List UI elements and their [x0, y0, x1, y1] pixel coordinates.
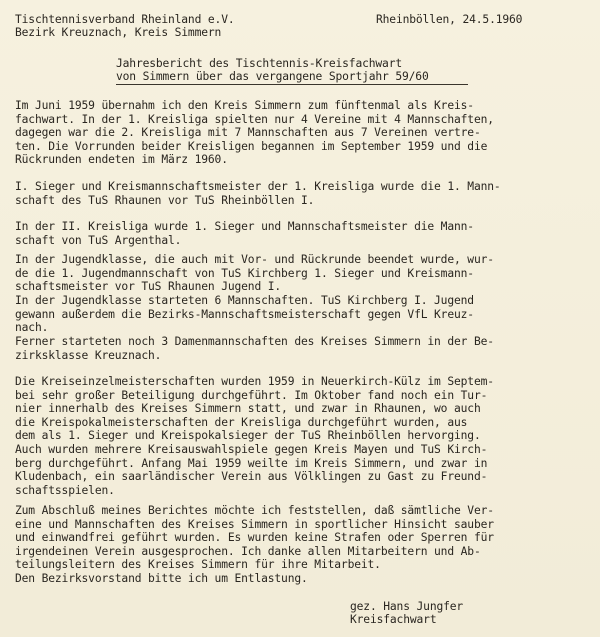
signature-name: gez. Hans Jungfer [350, 600, 464, 613]
paragraph: Die Kreiseinzelmeisterschaften wurden 1959 in Neuerkirch-Külz im Septem- bei sehr großer Beteiligung durchgeführt. Im Oktober fand noch ein Tur- nier innerhalb des Kreises Simmern statt, und zwar in Rhaunen, wo auch die Kreispokalmeisterschaften der Kreisliga durchgeführt wurden, aus dem als 1. Sieger und Kreispokalsieger der TuS Rheinböllen hervorging. [15, 375, 494, 443]
paragraph: In der Jugendklasse starteten 6 Mannschaften. TuS Kirchberg I. Jugend gewann außerdem die Bezirks-Mannschaftsmeisterschaft gegen VfL Kreuz- nach. [15, 294, 474, 335]
paragraph: Zum Abschluß meines Berichtes möchte ich feststellen, daß sämtliche Ver- eine und Mannschaften des Kreises Simmern in sportlicher Hinsicht sauber und einwandfrei geführt wurden. Es wurden keine Strafen oder Sperren für irgendeinen Verein ausgesprochen. Ich danke allen Mitarbeitern und Ab- teilungsleitern des Kreises Simmern für ihre Mitarbeit. [15, 504, 494, 572]
title-underline [116, 84, 468, 85]
paragraph: Ferner starteten noch 3 Damenmannschaften des Kreises Simmern in der Be- zirksklasse Kreuznach. [15, 335, 494, 362]
organization-name: Tischtennisverband Rheinland e.V. [15, 13, 235, 26]
report-title-line2: von Simmern über das vergangene Sportjahr 59/60 [116, 70, 429, 83]
paragraph: I. Sieger und Kreismannschaftsmeister der 1. Kreisliga wurde die 1. Mann- schaft des TuS Rhaunen vor TuS Rheinböllen I. [15, 180, 501, 207]
place-and-date: Rheinböllen, 24.5.1960 [376, 13, 523, 26]
paragraph: Im Juni 1959 übernahm ich den Kreis Simmern zum fünftenmal als Kreis- fachwart. In der 1. Kreisliga spielten nur 4 Vereine mit 4 Mannschaften, dagegen war die 2. Kreisliga mit 7 Mannschaften aus 7 Vereinen vertre- ten. Die Vorrunden beider Kreisligen begannen im September 1959 und die Rückrunden endeten im März 1960. [15, 99, 494, 167]
report-title-line1: Jahresbericht des Tischtennis-Kreisfachwart [116, 57, 403, 70]
organization-district: Bezirk Kreuznach, Kreis Simmern [15, 26, 222, 39]
paragraph: Den Bezirksvorstand bitte ich um Entlastung. [15, 572, 308, 585]
signature-title: Kreisfachwart [350, 613, 437, 626]
paragraph: Auch wurden mehrere Kreisauswahlspiele gegen Kreis Mayen und TuS Kirch- berg durchgeführt. Anfang Mai 1959 weilte im Kreis Simmern, und zwar in Kludenbach, ein saarländischer Verein aus Völklingen zu Gast zu Freund- schaftsspielen. [15, 443, 488, 497]
paragraph: In der II. Kreisliga wurde 1. Sieger und Mannschaftsmeister die Mann- schaft von TuS Argenthal. [15, 220, 474, 247]
paragraph: In der Jugendklasse, die auch mit Vor- und Rückrunde beendet wurde, wur- de die 1. Jugendmannschaft von TuS Kirchberg 1. Sieger und Kreismann- schaftsmeister vor TuS Rhaunen Jugend I. [15, 253, 494, 294]
